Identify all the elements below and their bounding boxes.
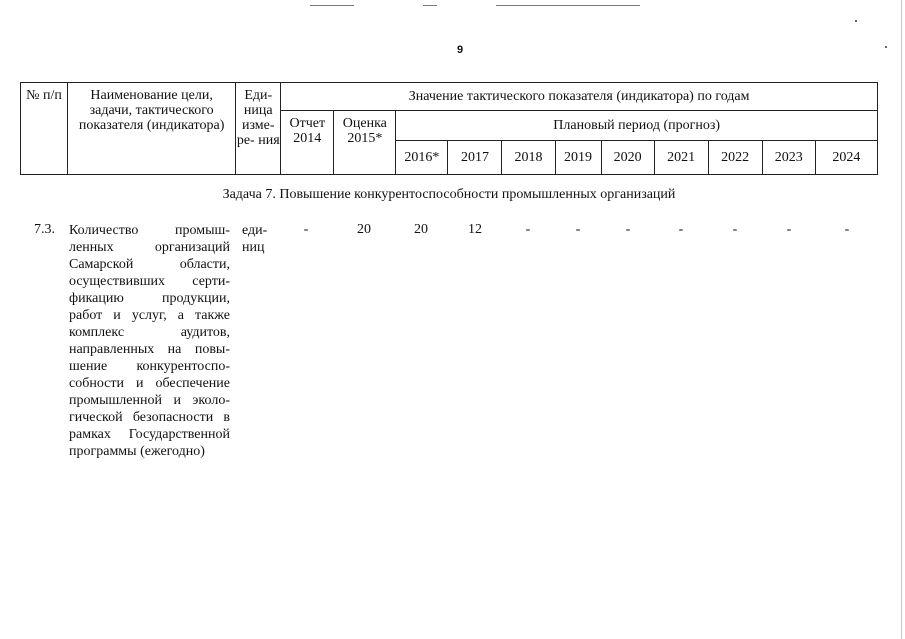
value-estimate-2015: 20 [357, 222, 371, 237]
name-line: Самарской области, [69, 257, 230, 272]
value-year: 12 [468, 222, 482, 237]
name-line: гической безопасности в [69, 410, 230, 425]
value-year: 20 [414, 222, 428, 237]
header-year: 2016* [396, 141, 448, 175]
value-year: - [625, 222, 631, 237]
header-year: 2019 [555, 141, 601, 175]
name-line: осуществивших серти- [69, 274, 230, 289]
header-year: 2021 [654, 141, 708, 175]
unit-line: ниц [242, 240, 265, 255]
name-line: программы (ежегодно) [69, 444, 205, 459]
name-line: комплекс аудитов, [69, 325, 230, 340]
header-name: Наименование цели, задачи, тактического показателя (индикатора) [68, 83, 236, 175]
name-line: промышленной и эколо- [69, 393, 230, 408]
header-year: 2017 [448, 141, 502, 175]
value-year: - [678, 222, 684, 237]
page-edge [901, 0, 902, 639]
scan-artifact-line [310, 5, 354, 6]
name-line: Количество промыш- [69, 223, 230, 238]
name-line: направленных на повы- [69, 342, 230, 357]
indicator-table-header [20, 82, 878, 175]
row-number: 7.3. [34, 222, 55, 237]
unit-line: еди- [242, 223, 268, 238]
header-year: 2022 [708, 141, 762, 175]
value-year: - [786, 222, 792, 237]
task-title: Задача 7. Повышение конкурентоспособности промышленных организаций [222, 187, 676, 202]
name-line: фикацию продукции, [69, 291, 230, 306]
value-year: - [575, 222, 581, 237]
name-line: работ и услуг, а также [69, 308, 230, 323]
scan-speck [855, 20, 857, 22]
name-line: ленных организаций [69, 240, 230, 255]
header-plan-period: Плановый период (прогноз) [396, 111, 878, 141]
value-report-2014: - [303, 222, 309, 237]
header-year: 2018 [502, 141, 555, 175]
header-year: 2020 [601, 141, 654, 175]
header-values: Значение тактического показателя (индикатора) по годам [281, 83, 878, 111]
value-year: - [732, 222, 738, 237]
scan-artifact-line [423, 5, 437, 6]
value-year: - [525, 222, 531, 237]
indicator-unit [242, 222, 267, 256]
name-line: собности и обеспечение [69, 376, 230, 391]
name-line: рамках Государственной [69, 427, 230, 442]
header-number: № п/п [21, 83, 68, 175]
header-estimate-2015: Оценка 2015* [334, 111, 396, 175]
header-unit: Еди- ница изме- ре- ния [236, 83, 281, 175]
header-report-2014: Отчет 2014 [281, 111, 334, 175]
indicator-name [69, 222, 230, 460]
value-year: - [844, 222, 850, 237]
page-number: 9 [456, 44, 464, 56]
header-year: 2023 [762, 141, 815, 175]
header-year: 2024 [815, 141, 877, 175]
scan-artifact-line [496, 5, 640, 6]
name-line: шение конкурентоспо- [69, 359, 230, 374]
